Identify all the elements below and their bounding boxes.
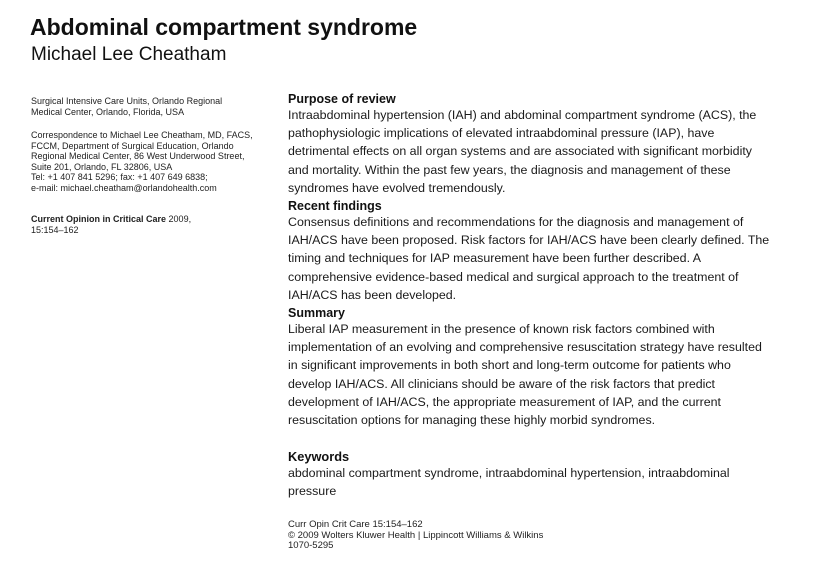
body-line: Consensus definitions and recommendations for the diagnosis and management of [288,215,744,229]
affiliation-line: Surgical Intensive Care Units, Orlando Regional [31,96,223,106]
citation-year: 2009, [168,214,192,224]
body-line: IAH/ACS have been proposed. Risk factors for IAH/ACS have been clearly defined. The [288,233,770,248]
correspondence-email[interactable]: e-mail: michael.cheatham@orlandohealth.com [31,182,217,193]
body-line: resuscitation options for managing these highly morbid syndromes. [288,413,656,428]
body-line: comprehensive evidence-based medical and surgical approach to the treatment of [288,269,739,284]
author-name: Michael Lee Cheatham [31,44,227,65]
correspondence-line: Suite 201, Orlando, FL 32806, USA [31,161,173,172]
section-recent-findings [288,199,823,304]
section-heading: Purpose of review [288,92,396,106]
footer-copyright: © 2009 Wolters Kluwer Health | Lippincott Williams & Wilkins [288,529,544,541]
body-line: timing and techniques for IAP measurement have been further described. A [288,251,702,266]
body-line: develop IAH/ACS. All clinicians should be aware of the risk factors that predict [288,376,715,391]
footer-issn: 1070-5295 [288,540,334,552]
affiliation [31,96,281,117]
correspondence-line: Tel: +1 407 841 5296; fax: +1 407 649 6838; [31,172,208,183]
body-line: detrimental effects on all organ systems and are associated with significant morbidity [288,144,752,159]
correspondence [31,130,281,194]
body-line: in significant improvements in both short and long-term outcome for patients who [288,358,731,373]
footer-line: Curr Opin Crit Care 15:154–162 [288,519,423,530]
body-line: development of IAH/ACS, the appropriate measurement of IAP, and the current [288,394,721,409]
body-line: pathophysiologic implications of elevated intraabdominal pressure (IAP), have [288,126,715,141]
section-body [288,213,823,304]
citation-volume: 15:154–162 [31,224,79,235]
keywords-heading: Keywords [288,449,350,464]
correspondence-line: FCCM, Department of Surgical Education, Orlando [31,140,234,151]
affiliation-line: Medical Center, Orlando, Florida, USA [31,106,185,117]
keywords-line: pressure [288,484,337,499]
article-title: Abdominal compartment syndrome [30,14,418,40]
body-line: implementation of an evolving and comprehensive resuscitation strategy have resulted [288,340,762,355]
body-line: and mortality. Within the past few years, the diagnosis and management of these [288,162,731,177]
section-heading: Summary [288,306,345,320]
keywords-line: abdominal compartment syndrome, intraabdominal hypertension, intraabdominal [288,466,730,480]
keywords-body [288,464,823,500]
section-body [288,320,823,429]
body-line: Liberal IAP measurement in the presence of known risk factors combined with [288,322,715,336]
body-line: Intraabdominal hypertension (IAH) and abdominal compartment syndrome (ACS), the [288,108,757,122]
body-line: syndromes have evolved tremendously. [288,180,506,195]
citation [31,214,281,235]
body-line: IAH/ACS has been developed. [288,287,457,302]
section-keywords [288,449,823,500]
section-body [288,106,823,197]
footer-citation [288,520,543,552]
section-summary [288,306,823,429]
section-heading: Recent findings [288,199,382,213]
section-purpose [288,92,823,197]
correspondence-line: Correspondence to Michael Lee Cheatham, MD, FACS, [31,130,253,140]
citation-journal: Current Opinion in Critical Care [31,214,167,224]
correspondence-line: Regional Medical Center, 86 West Underwood Street, [31,151,245,162]
